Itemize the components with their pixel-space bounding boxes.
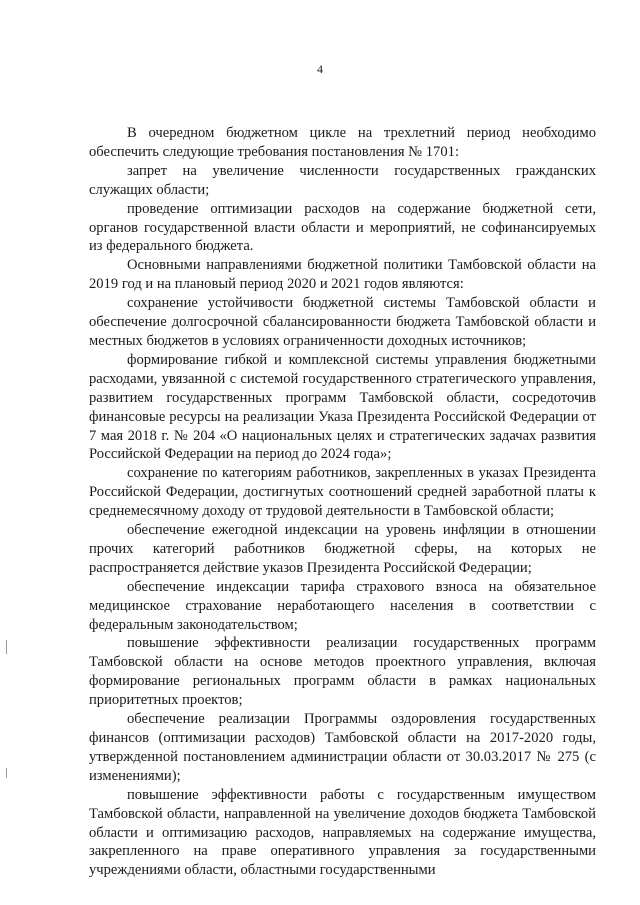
paragraph-requirement-optimization: проведение оптимизации расходов на содержание бюджетной сети, органов государственной власти области и мероприятий, не софинансируемых из федерального бюджета. — [89, 200, 596, 255]
paragraph-policy-directions: Основными направлениями бюджетной политики Тамбовской области на 2019 год и на плановый период 2020 и 2021 годов являются: — [89, 257, 596, 293]
paragraph-requirement-staff: запрет на увеличение численности государственных гражданских служащих области; — [89, 162, 596, 198]
paragraph-intro: В очередном бюджетном цикле на трехлетний период необходимо обеспечить следующие требования постановления № 1701: — [89, 125, 596, 160]
paragraph-salary-ratio: сохранение по категориям работников, закрепленных в указах Президента Российской Федерации, достигнутых соотношений средней заработной платы к среднемесячному доходу от трудовой деятельности в Тамбовской области; — [89, 465, 596, 520]
paragraph-finance-recovery: обеспечение реализации Программы оздоровления государственных финансов (оптимизации расходов) Тамбовской области на 2017-2020 годы, утвержденной постановлением администрации области от 30.03.2017 № 275 (с изменениями); — [89, 711, 596, 784]
paragraph-property-efficiency: повышение эффективности работы с государственным имуществом Тамбовской области, направленной на увеличение доходов бюджета Тамбовской области и оптимизацию расходов, направляемых на содержание имущества, закрепленного на праве оперативного управления за государственными учреждениями области, областными государственными — [89, 786, 596, 879]
paragraph-budget-stability: сохранение устойчивости бюджетной системы Тамбовской области и обеспечение долгосрочной сбалансированности бюджета Тамбовской области и местных бюджетов в условиях ограниченности доходных источников; — [89, 295, 596, 349]
paragraph-inflation-indexation: обеспечение ежегодной индексации на уровень инфляции в отношении прочих категорий работников бюджетной сферы, на которых не распространяется действие указов Президента Российской Федерации; — [89, 522, 596, 576]
paragraph-insurance-indexation: обеспечение индексации тарифа страхового взноса на обязательное медицинское страхование неработающего населения в соответствии с федеральным законодательством; — [89, 578, 596, 633]
paragraph-expense-management: формирование гибкой и комплексной системы управления бюджетными расходами, увязанной с системой государственного стратегического управления, развитием государственных программ Тамбовской области, сосредоточив финансовые ресурсы на реализации Указа Президента Российской Федерации от 7 мая 2018 г. № 204 «О национальных целях и стратегических задачах развития Российской Федерации на период до 2024 года»; — [89, 351, 596, 463]
document-body — [89, 124, 596, 880]
scan-margin-mark — [6, 640, 7, 654]
paragraph-program-efficiency: повышение эффективности реализации государственных программ Тамбовской области на основе методов проектного управления, включая формирование региональных программ области в рамках национальных приоритетных проектов; — [89, 635, 596, 709]
scan-margin-mark — [6, 768, 7, 778]
page-number: 4 — [317, 62, 323, 76]
